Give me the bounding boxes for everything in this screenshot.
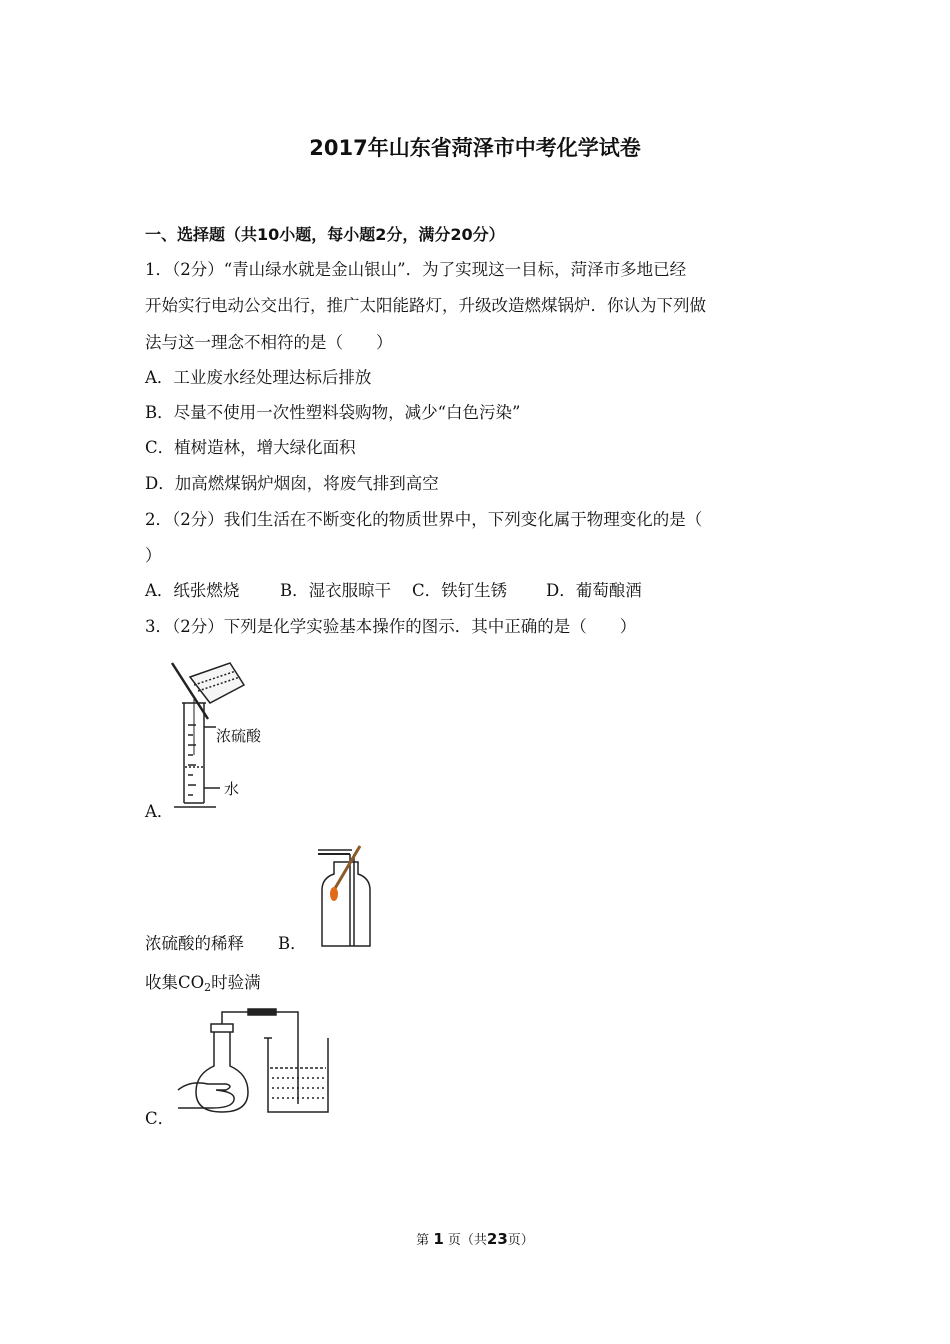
figure-c-airtightness-check	[176, 1008, 336, 1118]
q2-option-c: C．铁钉生锈	[412, 581, 508, 600]
q1-option-c: C．植树造林，增大绿化面积	[145, 438, 356, 457]
q3-option-b-caption: 收集$CO_2$时验满	[145, 973, 261, 994]
section-heading: 一、选择题（共10小题，每小题2分，满分20分）	[145, 225, 505, 244]
page-title: 2017年山东省菏泽市中考化学试卷	[309, 136, 641, 160]
figure-a-cylinder-dilution	[160, 655, 280, 815]
q2-option-a: A．纸张燃烧	[145, 581, 240, 600]
q1-option-d: D．加高燃煤锅炉烟囱，将废气排到高空	[145, 474, 439, 493]
q2-stem-line-1: 2．（2分）我们生活在不断变化的物质世界中，下列变化属于物理变化的是（	[145, 510, 703, 529]
q1-option-a: A．工业废水经处理达标后排放	[145, 368, 372, 387]
page-footer: 第 1 页（共23页）	[416, 1230, 534, 1248]
q3-option-c-letter: C．	[145, 1109, 175, 1128]
q1-stem-line-1: 1．（2分）“青山绿水就是金山银山”．为了实现这一目标，菏泽市多地已经	[145, 260, 687, 279]
figure-b-gas-bottle	[310, 840, 390, 952]
q3-stem: 3．（2分）下列是化学实验基本操作的图示．其中正确的是（ ）	[145, 617, 637, 636]
q1-stem-line-2: 开始实行电动公交出行，推广太阳能路灯，升级改造燃煤锅炉．你认为下列做	[145, 296, 706, 315]
q2-option-b: B．湿衣服晾干	[280, 581, 392, 600]
q3-option-b-letter: B．	[278, 934, 307, 953]
q1-option-b: B．尽量不使用一次性塑料袋购物，减少“白色污染”	[145, 403, 521, 422]
label-concentrated-acid: 浓硫酸	[216, 727, 262, 745]
label-water: 水	[224, 780, 240, 798]
q2-stem-line-2: ）	[145, 546, 162, 565]
q3-option-a-letter: A．	[145, 802, 174, 821]
q2-option-d: D．葡萄酿酒	[546, 581, 642, 600]
q1-stem-line-3: 法与这一理念不相符的是（ ）	[145, 333, 393, 352]
q3-option-a-caption: 浓硫酸的稀释	[145, 934, 244, 953]
